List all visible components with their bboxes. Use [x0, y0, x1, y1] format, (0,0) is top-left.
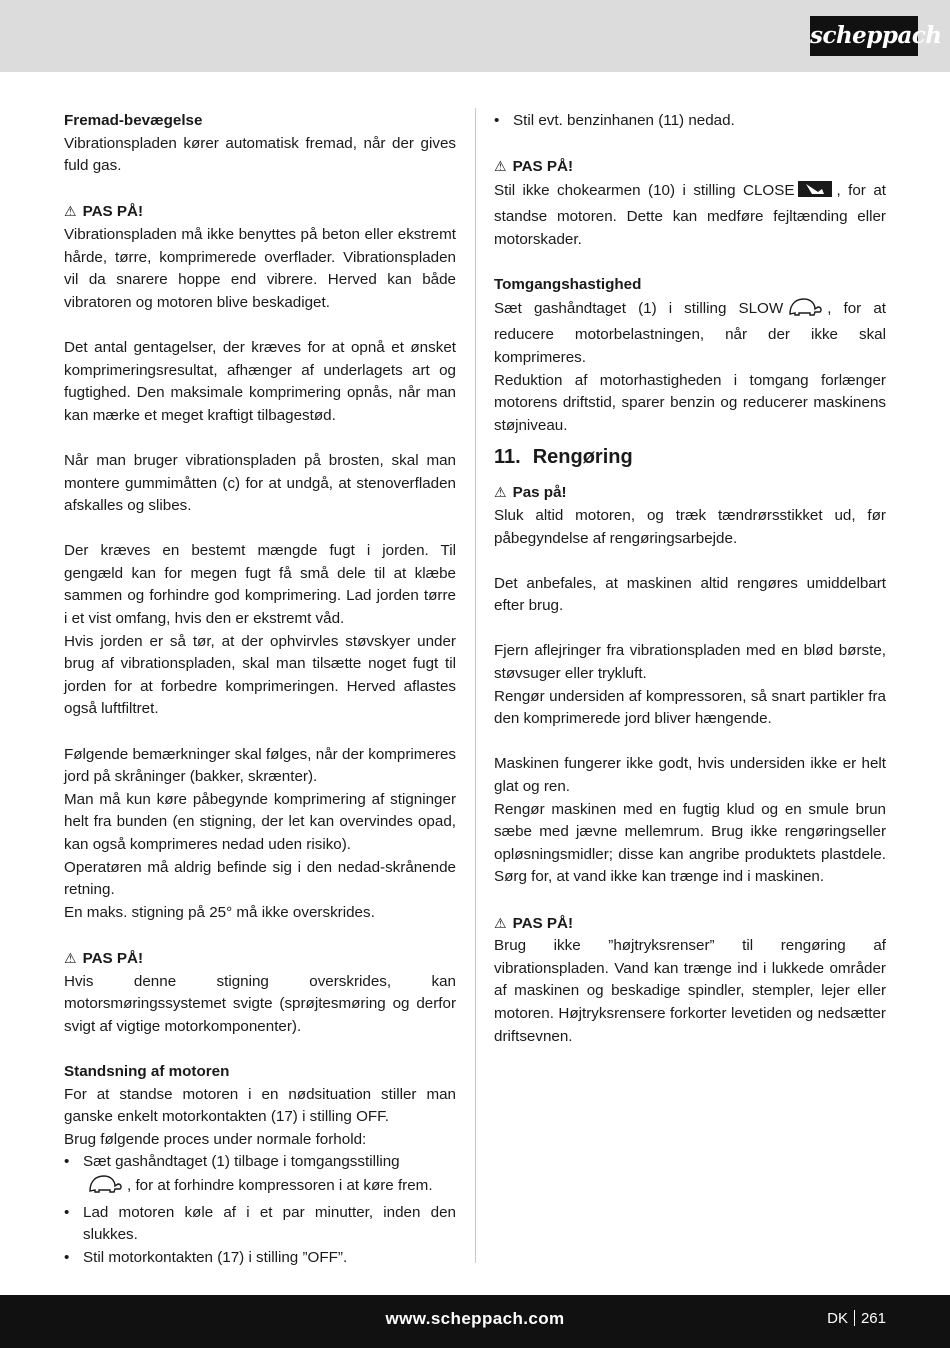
- warning-text: Stil ikke chokearmen (10) i stilling CLOSE , for at standse motoren. Dette kan medføre fejltænding eller motorskader.: [494, 179, 886, 252]
- paragraph: Hvis jorden er så tør, at der ophvirvles støvskyer under brug af vibrationspladen, skal man tilsætte noget fugt til jorden for at forbedre komprimeringen. Herved aflastes også luftfiltret.: [64, 632, 456, 718]
- fremad-text: Vibrationspladen kører automatisk fremad, når der gives fuld gas.: [64, 134, 456, 175]
- paragraph: En maks. stigning på 25° må ikke overskrides.: [64, 903, 375, 921]
- scheppach-logo: scheppach: [810, 16, 918, 56]
- footer-url[interactable]: www.scheppach.com: [385, 1309, 565, 1328]
- right-column: [494, 110, 886, 1048]
- paragraph: Rengør undersiden af kompressoren, så snart partikler fra den komprimerede jord bliver hængende.: [494, 687, 886, 728]
- warning-triangle-icon: ⚠: [64, 949, 77, 966]
- paragraph: Fjern aflejringer fra vibrationspladen med en blød børste, støvsuger eller trykluft.: [494, 642, 886, 683]
- turtle-slow-icon: [87, 1174, 123, 1202]
- paragraph: Der kræves en bestemt mængde fugt i jorden. Til gengæld kan for megen fugt få små dele til at klæbe sammen og forhindre god komprimering. Lad jorden tørre i et vist omfang, hvis den er ekstremt våd.: [64, 542, 456, 628]
- paragraph: Reduktion af motorhastigheden i tomgang forlænger motorens driftstid, sparer benzin og reducerer maskinens støjniveau.: [494, 371, 886, 434]
- stop-steps-list: [64, 1151, 456, 1269]
- warning-triangle-icon: ⚠: [494, 484, 507, 501]
- warning-text: Hvis denne stigning overskrides, kan motorsmøringssystemet svigte (sprøjtesmøring og derfor svigt af vigtige motorkomponenter).: [64, 972, 456, 1035]
- warning-triangle-icon: ⚠: [494, 914, 507, 931]
- warning-heading: ⚠ Pas på!: [494, 484, 567, 502]
- list-item: • Stil motorkontakten (17) i stilling ”OFF”.: [64, 1248, 348, 1266]
- warning-text: Sluk altid motoren, og træk tændrørsstikket ud, før påbegyndelse af rengøringsarbejde.: [494, 506, 886, 547]
- paragraph: Man må kun køre påbegynde komprimering af stigninger helt fra bunden (en stigning, der let kan overvindes opad, kan også komprimeres nedad uden risiko).: [64, 790, 456, 853]
- warning-heading: ⚠ PAS PÅ!: [494, 158, 574, 176]
- list-item: • Stil evt. benzinhanen (11) nedad.: [494, 112, 735, 129]
- section-heading: 11. Rengøring: [494, 446, 633, 469]
- paragraph: Følgende bemærkninger skal følges, når der komprimeres jord på skråninger (bakker, skrænter).: [64, 745, 456, 786]
- paragraph: Det antal gentagelser, der kræves for at opnå et ønsket komprimeringsresultat, afhænger af underlagets art og fugtighed. Den maksimale komprimering opnås, når man kan mærke et meget kraftigt tilbagestød.: [64, 338, 456, 424]
- page-footer: [0, 1295, 950, 1348]
- paragraph: Det anbefales, at maskinen altid rengøres umiddelbart efter brug.: [494, 574, 886, 615]
- benzin-list: [494, 110, 886, 133]
- column-divider: [475, 108, 476, 1263]
- paragraph: Operatøren må aldrig befinde sig i den nedad-skrånende retning.: [64, 858, 456, 899]
- left-column: [64, 110, 456, 1269]
- paragraph: For at standse motoren i en nødsituation stiller man ganske enkelt motorkontakten (17) i stilling OFF.: [64, 1085, 456, 1126]
- turtle-slow-icon: [787, 297, 823, 325]
- paragraph: Maskinen fungerer ikke godt, hvis undersiden ikke er helt glat og ren.: [494, 755, 886, 796]
- paragraph: Når man bruger vibrationspladen på brosten, skal man montere gummimåtten (c) for at undgå, at stenoverfladen afskalles og slibes.: [64, 451, 456, 515]
- warning-heading: ⚠ PAS PÅ!: [494, 914, 574, 932]
- paragraph: Rengør maskinen med en fugtig klud og en smule brun sæbe med jævne mellemrum. Brug ikke rengøringseller opløsningsmidler; disse kan angribe produktets plastdele. Sørg for, at vand ikke kan trænge ind i maskinen.: [494, 800, 886, 886]
- page-number: DK 261: [827, 1310, 886, 1327]
- warning-text: Brug ikke ”højtryksrenser” til rengøring af vibrationspladen. Vand kan trænge ind i lukkede områder af maskinen og beskadige spindler, stempler, lejer eller motoren. Højtryksrensere forkorter levetiden og nedsætter driftsevnen.: [494, 937, 886, 1045]
- paragraph: Sæt gashåndtaget (1) i stilling SLOW , for at reducere motorbelastningen, når der ikke skal komprimeres.: [494, 297, 886, 370]
- paragraph: Brug følgende proces under normale forhold:: [64, 1130, 367, 1148]
- page-header: [0, 0, 950, 72]
- choke-close-icon: [798, 179, 832, 207]
- warning-triangle-icon: ⚠: [64, 203, 77, 220]
- fremad-heading: Fremad-bevægelse: [64, 112, 203, 129]
- stop-heading: Standsning af motoren: [64, 1062, 230, 1080]
- tomgang-heading: Tomgangshastighed: [494, 276, 642, 294]
- warning-heading: ⚠ PAS PÅ!: [64, 949, 144, 967]
- warning-heading: ⚠ PAS PÅ!: [64, 203, 144, 221]
- warning-triangle-icon: ⚠: [494, 158, 507, 175]
- list-item: • Sæt gashåndtaget (1) tilbage i tomgangsstilling , for at forhindre kompressoren i at køre frem.: [64, 1151, 456, 1201]
- list-item: • Lad motoren køle af i et par minutter, inden den slukkes.: [64, 1203, 456, 1244]
- warning-text: Vibrationspladen må ikke benyttes på beton eller ekstremt hårde, tørre, komprimerede overflader. Vibrationspladen vil da snarere hoppe end vibrere. Herved kan både vibratoren og motoren blive beskadiget.: [64, 225, 456, 311]
